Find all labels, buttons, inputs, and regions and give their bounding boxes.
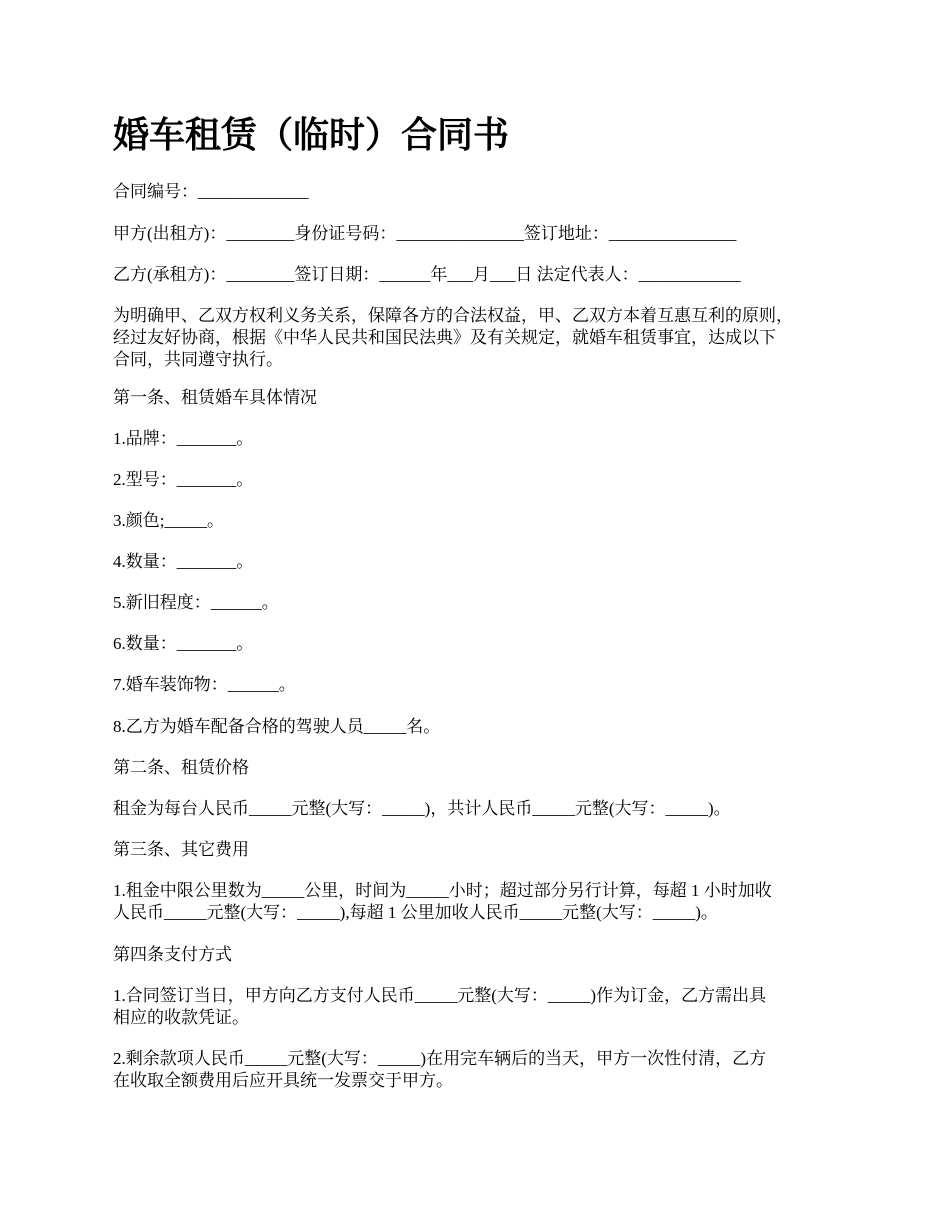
other-fees-line-1: 1.租金中限公里数为_____公里，时间为_____小时；超过部分另行计算，每超 1 小时加收 <box>113 881 772 900</box>
party-a-line: 甲方(出租方)：________身份证号码：_______________签订地址：_______________ <box>113 224 737 243</box>
article-2-heading: 第二条、租赁价格 <box>113 758 249 777</box>
payment-1-line-2: 相应的收款凭证。 <box>113 1008 249 1027</box>
article-3-heading: 第三条、其它费用 <box>113 840 249 859</box>
rental-price-line: 租金为每台人民币_____元整(大写：_____)，共计人民币_____元整(大写：_____)。 <box>113 799 731 818</box>
item-drivers: 8.乙方为婚车配备合格的驾驶人员_____名。 <box>113 717 441 736</box>
document-title: 婚车租赁（临时）合同书 <box>113 115 510 156</box>
payment-2-line-1: 2.剩余款项人民币_____元整(大写：_____)在用完车辆后的当天，甲方一次性付清，乙方 <box>113 1049 767 1068</box>
item-brand: 1.品牌：_______。 <box>113 429 254 448</box>
preamble-line-1: 为明确甲、乙双方权利义务关系，保障各方的合法权益，甲、乙双方本着互惠互利的原则， <box>113 306 793 325</box>
item-condition: 5.新旧程度：______。 <box>113 593 279 612</box>
contract-number-line: 合同编号：_____________ <box>113 182 309 201</box>
item-quantity: 4.数量：_______。 <box>113 552 254 571</box>
item-color: 3.颜色;_____。 <box>113 511 224 530</box>
payment-1-line-1: 1.合同签订当日，甲方向乙方支付人民币_____元整(大写：_____)作为订金，乙方需出具 <box>113 986 767 1005</box>
item-model: 2.型号：_______。 <box>113 470 254 489</box>
article-4-heading: 第四条支付方式 <box>113 945 232 964</box>
preamble-line-2: 经过友好协商，根据《中华人民共和国民法典》及有关规定，就婚车租赁事宜，达成以下 <box>113 328 776 347</box>
preamble-line-3: 合同，共同遵守执行。 <box>113 350 283 369</box>
other-fees-line-2: 人民币_____元整(大写：_____),每超 1 公里加收人民币_____元整(大写：_____)。 <box>113 903 718 922</box>
article-1-heading: 第一条、租赁婚车具体情况 <box>113 388 317 407</box>
party-b-line: 乙方(承租方)：________签订日期：______年___月___日 法定代表人：____________ <box>113 265 741 284</box>
item-decoration: 7.婚车装饰物：______。 <box>113 675 296 694</box>
payment-2-line-2: 在收取全额费用后应开具统一发票交于甲方。 <box>113 1071 453 1090</box>
item-quantity-2: 6.数量：_______。 <box>113 634 254 653</box>
